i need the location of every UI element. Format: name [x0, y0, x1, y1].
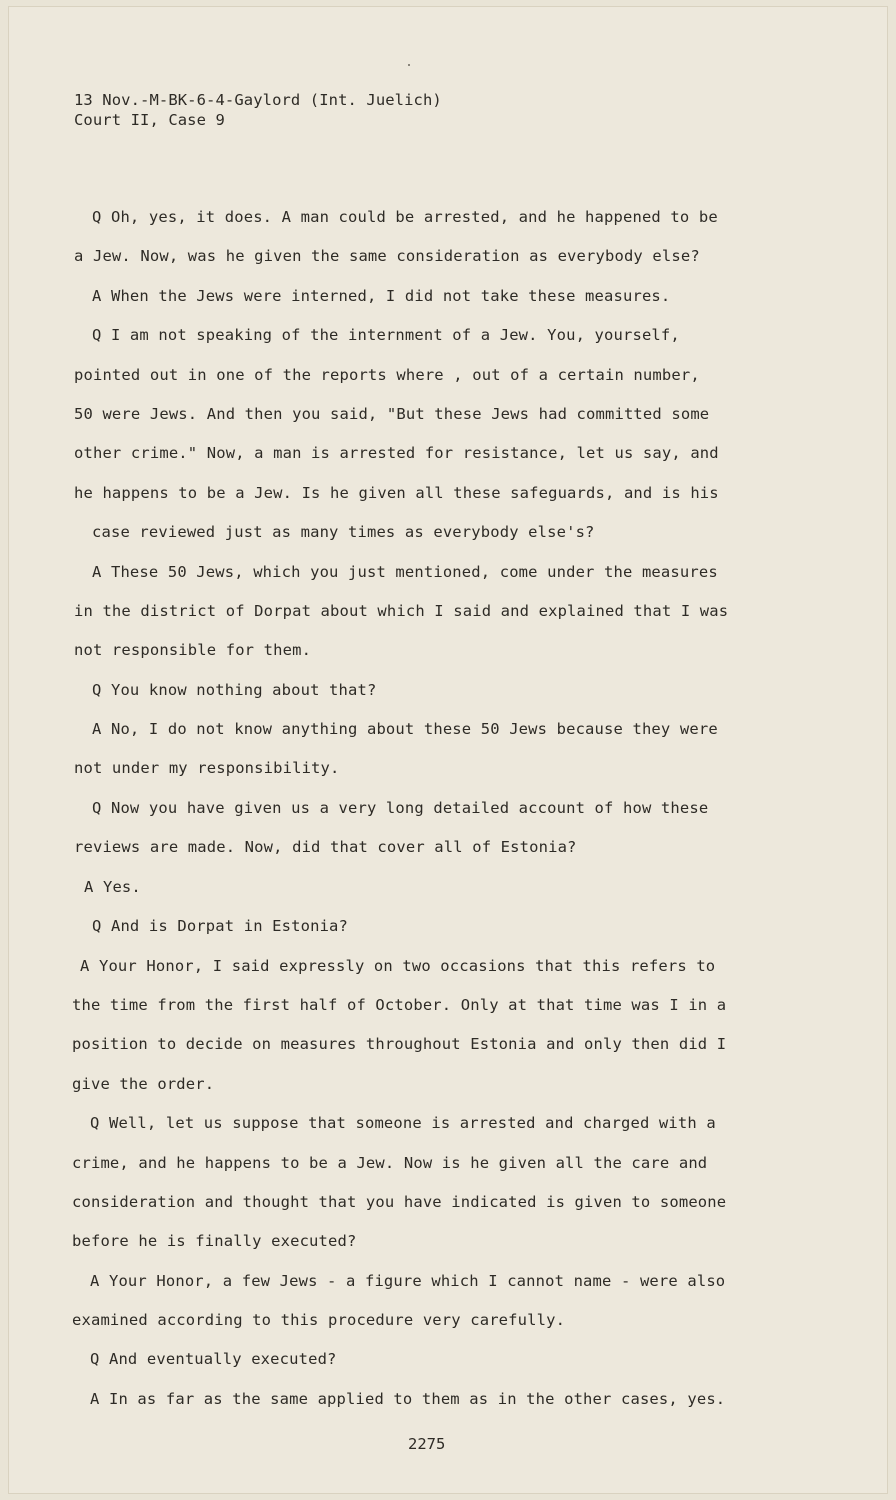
body-line-14: A No, I do not know anything about these 50 Jews because they were [92, 720, 718, 738]
body-line-5: pointed out in one of the reports where , out of a certain number, [74, 366, 700, 384]
page-number: 2275 [408, 1435, 446, 1453]
body-line-17: reviews are made. Now, did that cover all of Estonia? [74, 838, 577, 856]
body-line-3: A When the Jews were interned, I did not take these measures. [92, 287, 671, 305]
body-line-21: the time from the first half of October. Only at that time was I in a [72, 996, 727, 1014]
body-line-24: Q Well, let us suppose that someone is arrested and charged with a [90, 1114, 716, 1132]
body-line-31: A In as far as the same applied to them as in the other cases, yes. [90, 1390, 726, 1408]
body-line-15: not under my responsibility. [74, 759, 340, 777]
body-line-6: 50 were Jews. And then you said, "But these Jews had committed some [74, 405, 710, 423]
body-line-12: not responsible for them. [74, 641, 312, 659]
body-line-28: A Your Honor, a few Jews - a figure which I cannot name - were also [90, 1272, 726, 1290]
body-line-29: examined according to this procedure very carefully. [72, 1311, 566, 1329]
body-line-27: before he is finally executed? [72, 1232, 357, 1250]
body-line-1: Q Oh, yes, it does. A man could be arrested, and he happened to be [92, 208, 718, 226]
document-header [74, 90, 442, 130]
body-line-23: give the order. [72, 1075, 215, 1093]
body-line-4: Q I am not speaking of the internment of a Jew. You, yourself, [92, 326, 680, 344]
body-line-19: Q And is Dorpat in Estonia? [92, 917, 349, 935]
header-line-1: 13 Nov.-M-BK-6-4-Gaylord (Int. Juelich) [74, 91, 442, 109]
body-line-13: Q You know nothing about that? [92, 681, 377, 699]
body-line-2: a Jew. Now, was he given the same consideration as everybody else? [74, 247, 700, 265]
body-line-20: A Your Honor, I said expressly on two occasions that this refers to [80, 957, 716, 975]
paper-speck [408, 64, 410, 66]
header-line-2: Court II, Case 9 [74, 111, 225, 129]
body-line-30: Q And eventually executed? [90, 1350, 337, 1368]
body-line-25: crime, and he happens to be a Jew. Now is he given all the care and [72, 1154, 708, 1172]
body-line-11: in the district of Dorpat about which I said and explained that I was [74, 602, 729, 620]
body-line-18: A Yes. [84, 878, 141, 896]
body-line-26: consideration and thought that you have indicated is given to someone [72, 1193, 727, 1211]
body-line-16: Q Now you have given us a very long detailed account of how these [92, 799, 709, 817]
body-line-9: case reviewed just as many times as everybody else's? [92, 523, 595, 541]
body-line-10: A These 50 Jews, which you just mentioned, come under the measures [92, 563, 718, 581]
body-line-8: he happens to be a Jew. Is he given all these safeguards, and is his [74, 484, 719, 502]
body-line-7: other crime." Now, a man is arrested for resistance, let us say, and [74, 444, 719, 462]
document-page [8, 6, 888, 1494]
body-line-22: position to decide on measures throughout Estonia and only then did I [72, 1035, 727, 1053]
